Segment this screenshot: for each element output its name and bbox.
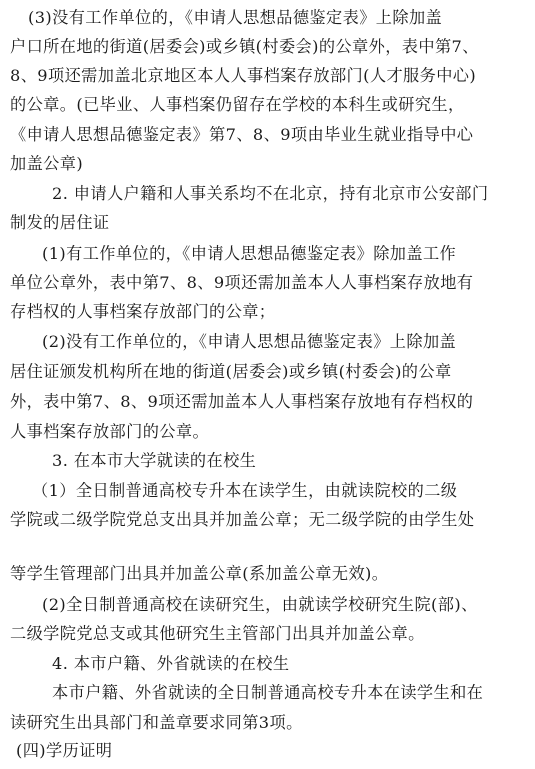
text-line: 的公章。(已毕业、人事档案仍留存在学校的本科生或研究生，: [10, 95, 465, 114]
text-line: (四)学历证明: [16, 741, 113, 760]
text-line: 3. 在本市大学就读的在校生: [52, 451, 257, 470]
text-line: 等学生管理部门出具并加盖公章(系加盖公章无效)。: [10, 564, 389, 583]
text-line: 8、9项还需加盖北京地区本人人事档案存放部门(人才服务中心): [10, 66, 477, 85]
text-line: （1）全日制普通高校专升本在读学生，由就读院校的二级: [32, 481, 458, 500]
text-line: (2)没有工作单位的，《申请人思想品德鉴定表》上除加盖: [42, 332, 457, 351]
text-line: 人事档案存放部门的公章。: [10, 422, 210, 441]
text-line: 存档权的人事档案存放部门的公章；: [10, 302, 276, 321]
text-line: 单位公章外，表中第7、8、9项还需加盖本人人事档案存放地有: [10, 273, 474, 292]
text-line: 本市户籍、外省就读的全日制普通高校专升本在读学生和在: [52, 683, 484, 702]
text-line: 二级学院党总支或其他研究生主管部门出具并加盖公章。: [10, 624, 425, 643]
text-line: (3)没有工作单位的，《申请人思想品德鉴定表》上除加盖: [28, 8, 443, 27]
text-line: (2)全日制普通高校在读研究生，由就读学校研究生院(部)、: [42, 595, 478, 614]
text-line: 2. 申请人户籍和人事关系均不在北京，持有北京市公安部门: [52, 184, 489, 203]
text-line: 居住证颁发机构所在地的街道(居委会)或乡镇(村委会)的公章: [10, 362, 452, 381]
text-line: 制发的居住证: [10, 213, 110, 232]
text-line: 加盖公章): [10, 154, 84, 173]
text-line: 读研究生出具部门和盖章要求同第3项。: [10, 713, 303, 732]
text-line: 户口所在地的街道(居委会)或乡镇(村委会)的公章外，表中第7、: [10, 37, 479, 56]
text-line: 学院或二级学院党总支出具并加盖公章；无二级学院的由学生处: [10, 510, 475, 529]
text-line: (1)有工作单位的，《申请人思想品德鉴定表》除加盖工作: [42, 244, 457, 263]
text-line: 《申请人思想品德鉴定表》第7、8、9项由毕业生就业指导中心: [10, 125, 474, 144]
text-line: 4. 本市户籍、外省就读的在校生: [52, 654, 290, 673]
text-line: 外，表中第7、8、9项还需加盖本人人事档案存放地有存档权的: [10, 392, 474, 411]
